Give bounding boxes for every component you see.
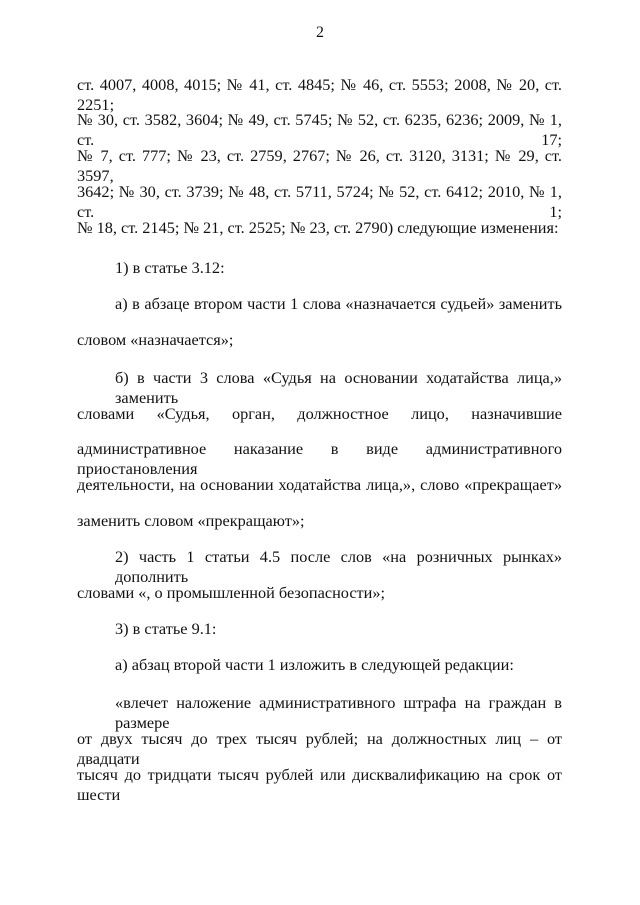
text-line: б) в части 3 слова «Судья на основании ходатайства лица,» заменить <box>115 368 562 407</box>
text-line: ст. 4007, 4008, 4015; № 41, ст. 4845; № 46, ст. 5553; 2008, № 20, ст. 2251; <box>77 75 562 114</box>
text-line: а) абзац второй части 1 изложить в следующей редакции: <box>115 655 514 674</box>
text-line: словами «, о промышленной безопасности»; <box>77 583 386 602</box>
text-line: № 30, ст. 3582, 3604; № 49, ст. 5745; № 52, ст. 6235, 6236; 2009, № 1, ст. 17; <box>77 110 562 149</box>
list-item-heading: 3) в статье 9.1: <box>115 619 217 638</box>
text-line: словом «назначается»; <box>77 330 234 349</box>
text-line: «влечет наложение административного штрафа на граждан в размере <box>115 693 562 732</box>
text-line: заменить словом «прекращают»; <box>77 511 305 530</box>
text-line: 3642; № 30, ст. 3739; № 48, ст. 5711, 5724; № 52, ст. 6412; 2010, № 1, ст. 1; <box>77 182 562 221</box>
text-line: деятельности, на основании ходатайства лица,», слово «прекращает» <box>77 475 562 494</box>
text-line: № 7, ст. 777; № 23, ст. 2759, 2767; № 26, ст. 3120, 3131; № 29, ст. 3597, <box>77 146 562 185</box>
list-item-heading: 1) в статье 3.12: <box>115 258 225 277</box>
text-line: административное наказание в виде административного приостановления <box>77 439 562 478</box>
text-line: тысяч до тридцати тысяч рублей или дисквалификацию на срок от шести <box>77 765 562 804</box>
text-line: словами «Судья, орган, должностное лицо, назначившие <box>77 404 562 423</box>
page-number: 2 <box>316 24 324 41</box>
text-line: а) в абзаце втором части 1 слова «назначается судьей» заменить <box>115 294 562 313</box>
list-item-heading: 2) часть 1 статьи 4.5 после слов «на розничных рынках» дополнить <box>115 547 562 586</box>
text-line: от двух тысяч до трех тысяч рублей; на должностных лиц – от двадцати <box>77 729 562 768</box>
text-line: № 18, ст. 2145; № 21, ст. 2525; № 23, ст. 2790) следующие изменения: <box>77 218 559 237</box>
